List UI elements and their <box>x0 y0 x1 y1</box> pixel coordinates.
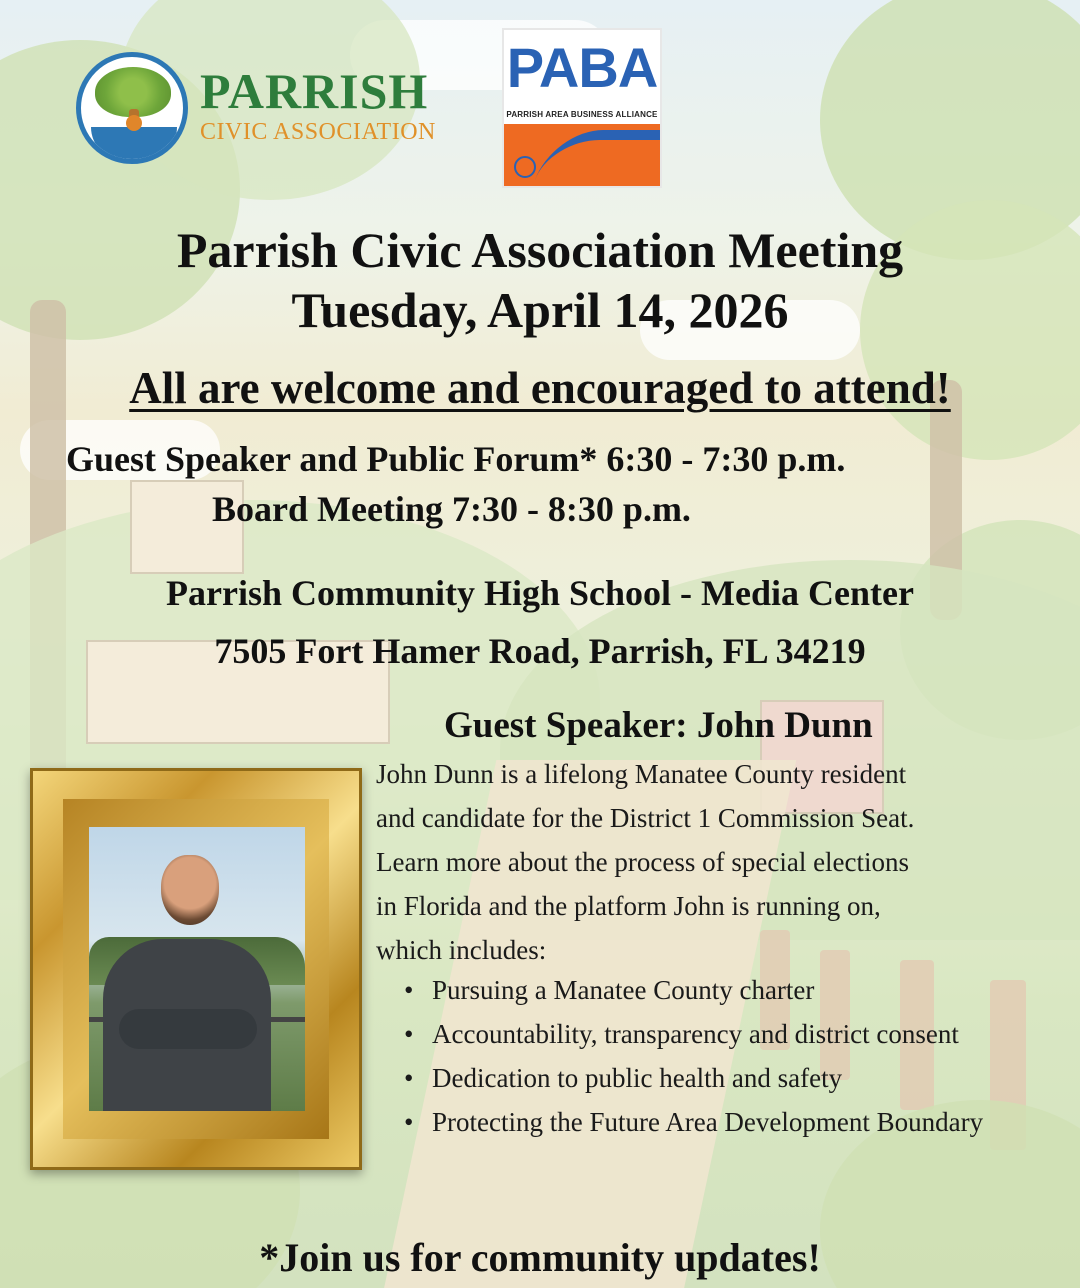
tree-hands-icon <box>76 52 188 164</box>
guest-speaker-heading: Guest Speaker: John Dunn <box>444 705 873 746</box>
venue-name: Parrish Community High School - Media Center <box>166 573 914 613</box>
platform-item: • Protecting the Future Area Development Boundary <box>404 1100 1004 1144</box>
bio-line: and candidate for the District 1 Commission Seat. <box>376 803 915 833</box>
paba-logo-subtitle: PARRISH AREA BUSINESS ALLIANCE <box>506 110 658 119</box>
paba-logo-name: PABA <box>506 36 658 99</box>
speaker-photo-frame <box>30 768 362 1170</box>
schedule-board-meeting: Board Meeting 7:30 - 8:30 p.m. <box>212 489 691 529</box>
speaker-bio <box>376 752 1036 972</box>
pca-logo-subtitle: CIVIC ASSOCIATION <box>200 119 436 145</box>
platform-list <box>404 968 1004 1144</box>
speaker-photo <box>89 827 305 1111</box>
platform-item: • Pursuing a Manatee County charter <box>404 968 1004 1012</box>
bio-line: in Florida and the platform John is running on, <box>376 891 881 921</box>
bio-line: Learn more about the process of special elections <box>376 847 910 877</box>
meeting-date: Tuesday, April 14, 2026 <box>291 282 789 338</box>
venue-address: 7505 Fort Hamer Road, Parrish, FL 34219 <box>214 631 866 671</box>
welcome-message: All are welcome and encouraged to attend! <box>129 363 951 413</box>
compass-icon <box>514 156 536 178</box>
platform-item: • Dedication to public health and safety <box>404 1056 1004 1100</box>
platform-item: • Accountability, transparency and district consent <box>404 1012 1004 1056</box>
footer-message: *Join us for community updates! <box>259 1235 821 1280</box>
paba-logo <box>502 28 662 188</box>
parrish-civic-association-logo <box>76 52 456 168</box>
schedule-forum: Guest Speaker and Public Forum* 6:30 - 7:30 p.m. <box>66 439 846 479</box>
paba-road-graphic <box>504 124 660 186</box>
bio-line: John Dunn is a lifelong Manatee County resident <box>376 759 907 789</box>
pca-logo-name: PARRISH <box>200 63 429 119</box>
bio-line: which includes: <box>376 935 547 965</box>
meeting-title: Parrish Civic Association Meeting <box>176 222 904 278</box>
